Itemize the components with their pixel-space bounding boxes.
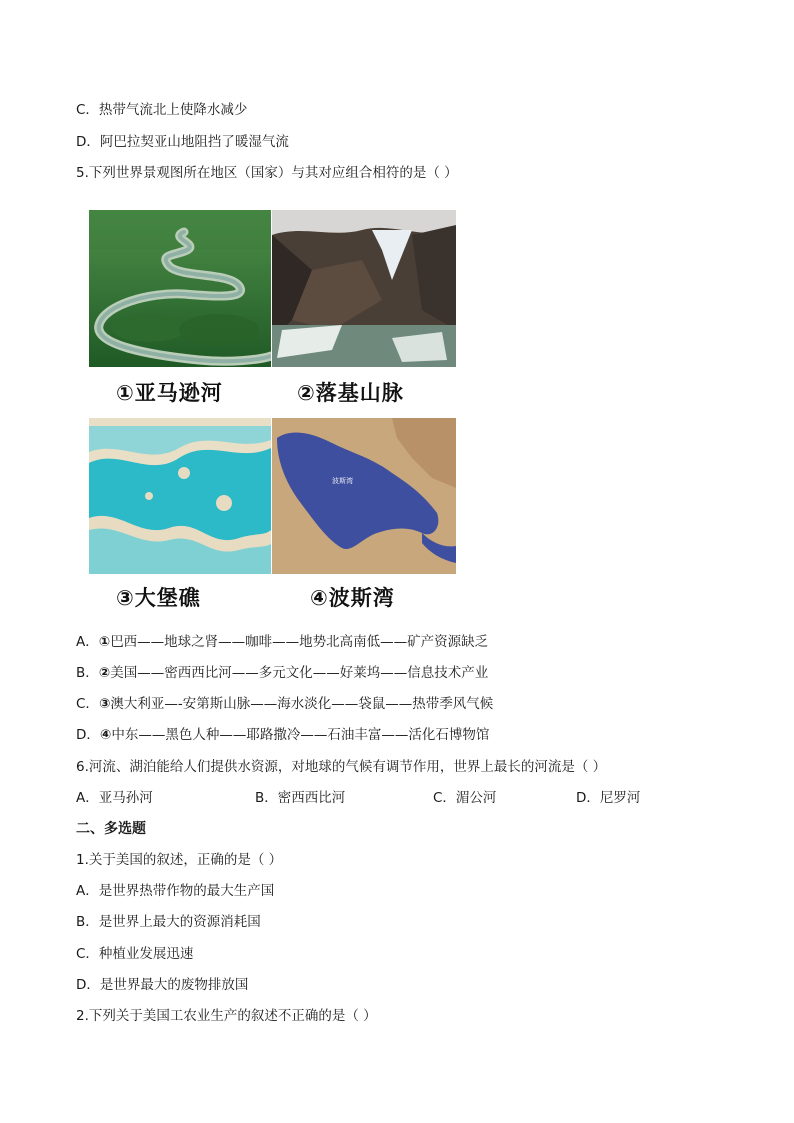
q4-option-d: D．阿巴拉契亚山地阻挡了暖湿气流 <box>76 134 289 150</box>
s2-q1-option-a: A．是世界热带作物的最大生产国 <box>76 883 275 899</box>
s2-q1-option-c: C．种植业发展迅速 <box>76 946 194 962</box>
persian-gulf-map <box>272 418 456 574</box>
q6-option-d: D．尼罗河 <box>576 790 641 806</box>
option-letter: B． <box>76 665 99 681</box>
q5-option-c <box>76 694 493 714</box>
option-number: ④ <box>99 727 112 743</box>
option-number: ② <box>98 665 111 681</box>
option-number: ③ <box>98 696 111 712</box>
map-label-persian-gulf: 波斯湾 <box>332 477 353 485</box>
s2-q1-option-d: D．是世界最大的废物排放国 <box>76 977 249 993</box>
s2-q1-option-b: B．是世界上最大的资源消耗国 <box>76 914 261 930</box>
option-letter: C． <box>76 696 99 712</box>
rocky-mountains-photo <box>272 210 456 367</box>
q4-option-c: C．热带气流北上使降水减少 <box>76 102 248 118</box>
q5-stem: 5.下列世界景观图所在地区（国家）与其对应组合相符的是（ ） <box>76 165 458 181</box>
s2-q2-stem: 2.下列关于美国工农业生产的叙述不正确的是（ ） <box>76 1008 377 1024</box>
option-text: 巴西——地球之肾——咖啡——地势北高南低——矿产资源缺乏 <box>110 634 489 650</box>
q6-option-a: A．亚马孙河 <box>76 790 153 806</box>
q5-option-a <box>76 632 488 652</box>
great-barrier-reef-photo <box>89 418 271 574</box>
option-letter: A． <box>76 634 99 650</box>
q6-option-b: B．密西西比河 <box>255 790 346 806</box>
option-text: 中东——黑色人种——耶路撒冷——石油丰富——活化石博物馆 <box>111 727 490 743</box>
option-text: 澳大利亚—-安第斯山脉——海水淡化——袋鼠——热带季风气候 <box>110 696 494 712</box>
caption-reef: ③大堡礁 <box>116 586 201 610</box>
option-text: 美国——密西西比河——多元文化——好莱坞——信息技术产业 <box>110 665 489 681</box>
option-letter: D． <box>76 727 100 743</box>
section-heading: 二、多选题 <box>76 821 146 837</box>
s2-q1-stem: 1.关于美国的叙述，正确的是（ ） <box>76 852 283 868</box>
caption-amazon: ①亚马逊河 <box>116 381 223 405</box>
q6-stem: 6.河流、湖泊能给人们提供水资源，对地球的气候有调节作用，世界上最长的河流是（ ） <box>76 759 607 775</box>
q6-option-c: C．湄公河 <box>433 790 497 806</box>
caption-rocky: ②落基山脉 <box>297 381 404 405</box>
q5-option-d <box>76 725 489 745</box>
q5-option-b <box>76 663 488 683</box>
caption-gulf: ④波斯湾 <box>310 586 395 610</box>
amazon-river-photo <box>89 210 271 367</box>
option-number: ① <box>98 634 111 650</box>
